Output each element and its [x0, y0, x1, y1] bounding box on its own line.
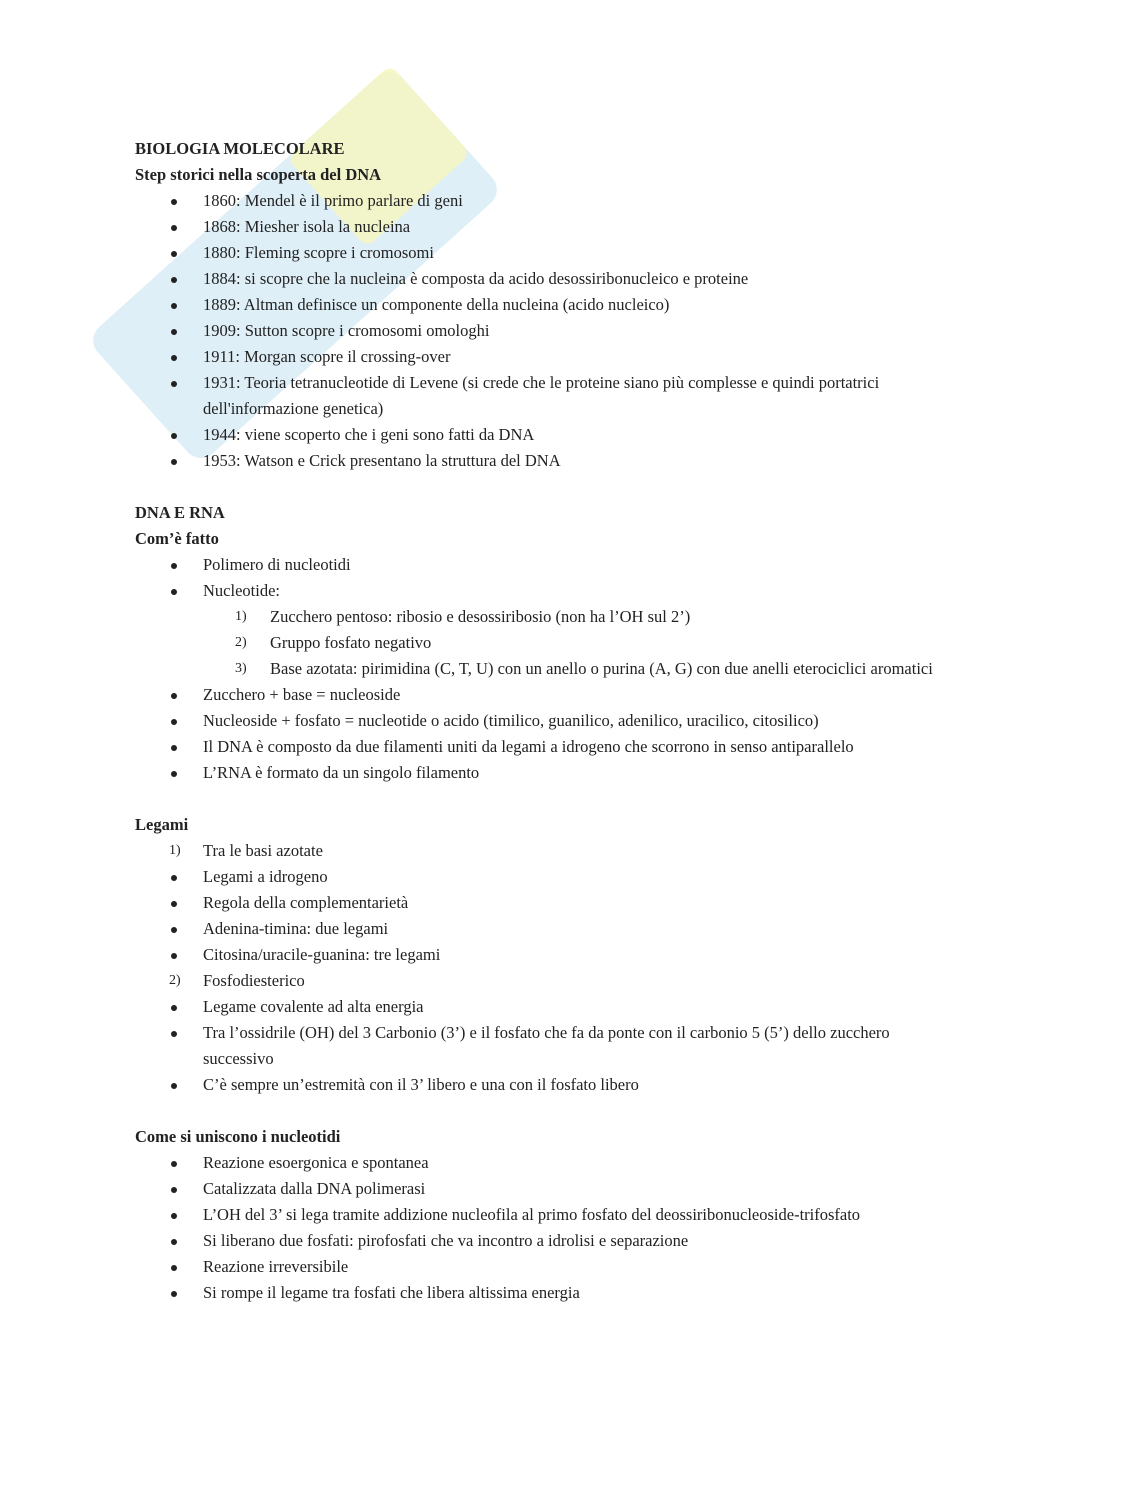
document-page	[135, 136, 1035, 1306]
list-item: Nucleoside + fosfato = nucleotide o acido (timilico, guanilico, adenilico, uracilico, citosilico)	[135, 708, 1035, 734]
list-item: 1860: Mendel è il primo parlare di geni	[135, 188, 1035, 214]
numbered-item: 2) Fosfodiesterico	[169, 971, 305, 990]
list-item: L’RNA è formato da un singolo filamento	[135, 760, 1035, 786]
list-item: Legame covalente ad alta energia	[135, 994, 1035, 1020]
list-item: Nucleotide:	[135, 578, 1035, 604]
list-item: 1868: Miesher isola la nucleina	[135, 214, 1035, 240]
list-item: 1889: Altman definisce un componente della nucleina (acido nucleico)	[135, 292, 1035, 318]
list-item: Si liberano due fosfati: pirofosfati che va incontro a idrolisi e separazione	[135, 1228, 1035, 1254]
list-item: 1944: viene scoperto che i geni sono fatti da DNA	[135, 422, 1035, 448]
list-item: Legami a idrogeno	[135, 864, 1035, 890]
section-title: DNA E RNA	[135, 503, 225, 522]
list-item: Reazione irreversibile	[135, 1254, 1035, 1280]
list-item: Zucchero + base = nucleoside	[135, 682, 1035, 708]
list-item: 1911: Morgan scopre il crossing-over	[135, 344, 1035, 370]
sublist-item: 3) Base azotata: pirimidina (C, T, U) con un anello o purina (A, G) con due anelli eterociclici aromatici	[235, 659, 933, 678]
list-item: Catalizzata dalla DNA polimerasi	[135, 1176, 1035, 1202]
list-item: 1884: si scopre che la nucleina è composta da acido desossiribonucleico e proteine	[135, 266, 1035, 292]
section-title: Legami	[135, 815, 189, 834]
list-item: Polimero di nucleotidi	[135, 552, 1035, 578]
section-title: Come si uniscono i nucleotidi	[135, 1127, 341, 1146]
list-item: Reazione esoergonica e spontanea	[135, 1150, 1035, 1176]
list-item: Citosina/uracile-guanina: tre legami	[135, 942, 1035, 968]
list-item: 1953: Watson e Crick presentano la struttura del DNA	[135, 448, 1035, 474]
list-item: 1909: Sutton scopre i cromosomi omologhi	[135, 318, 1035, 344]
sublist-item: 2) Gruppo fosfato negativo	[235, 633, 432, 652]
list-item: 1931: Teoria tetranucleotide di Levene (si crede che le proteine siano più complesse e quindi portatrici	[135, 370, 1035, 396]
section-subtitle: Step storici nella scoperta del DNA	[135, 165, 382, 184]
section-title: BIOLOGIA MOLECOLARE	[135, 139, 345, 158]
list-item: Adenina-timina: due legami	[135, 916, 1035, 942]
list-item: C’è sempre un’estremità con il 3’ libero e una con il fosfato libero	[135, 1072, 1035, 1098]
list-item: Il DNA è composto da due filamenti uniti da legami a idrogeno che scorrono in senso antiparallelo	[135, 734, 1035, 760]
list-item: Tra l’ossidrile (OH) del 3 Carbonio (3’) e il fosfato che fa da ponte con il carbonio 5 (5’) dello zucchero	[135, 1020, 1035, 1046]
list-item-continuation: successivo	[203, 1049, 274, 1068]
list-item: Si rompe il legame tra fosfati che libera altissima energia	[135, 1280, 1035, 1306]
list-item: 1880: Fleming scopre i cromosomi	[135, 240, 1035, 266]
section-subtitle: Com’è fatto	[135, 529, 219, 548]
numbered-item: 1) Tra le basi azotate	[169, 841, 323, 860]
list-item: Regola della complementarietà	[135, 890, 1035, 916]
list-item-continuation: dell'informazione genetica)	[203, 399, 384, 418]
list-item: L’OH del 3’ si lega tramite addizione nucleofila al primo fosfato del deossiribonucleoside-trifosfato	[135, 1202, 1035, 1228]
sublist-item: 1) Zucchero pentoso: ribosio e desossiribosio (non ha l’OH sul 2’)	[235, 607, 691, 626]
